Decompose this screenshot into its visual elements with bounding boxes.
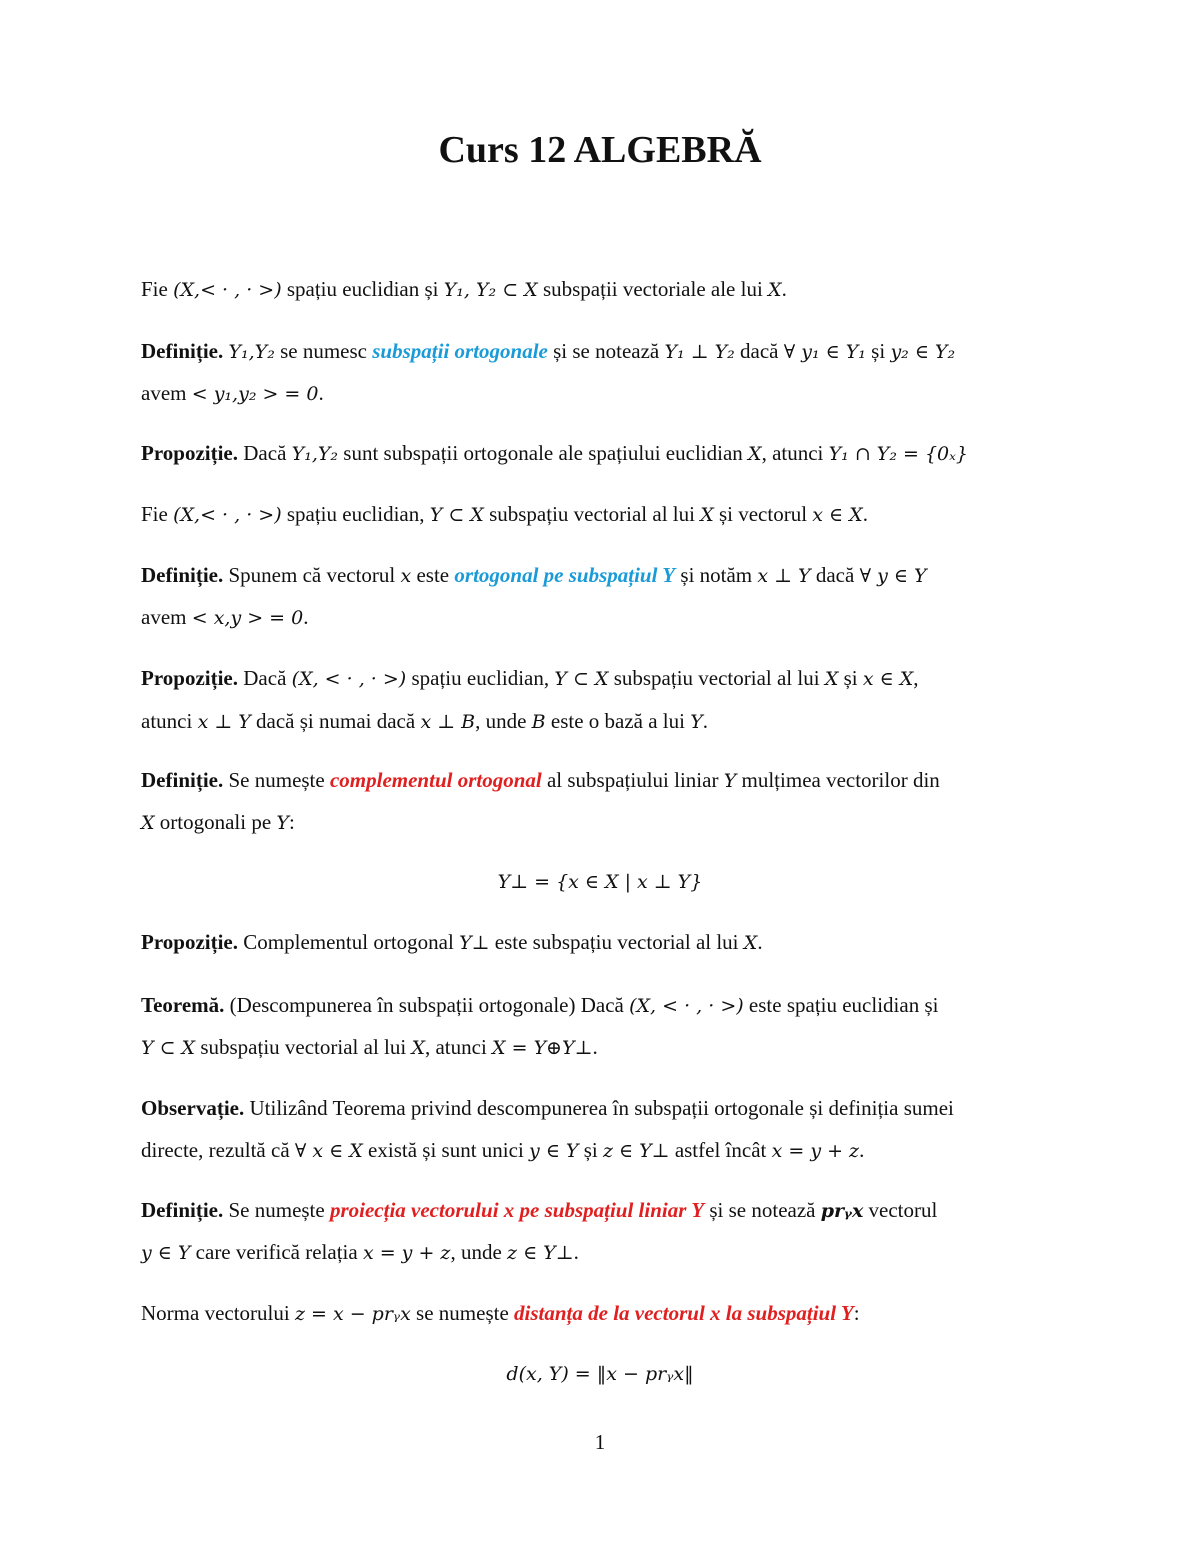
term-proiectia-vectorului: proiecția vectorului x pe subspațiul liniar Y [329,1198,705,1222]
definition-orthogonal-complement-cont: X ortogonali pe Y: [141,810,295,834]
intro-paragraph: Fie (X,< · , · >) spațiu euclidian și Y₁, Y₂ ⊂ X subspații vectoriale ale lui X. [141,277,787,301]
observation: Observație. Utilizând Teorema privind descompunerea în subspații ortogonale și definiția sumei [141,1096,954,1120]
theorem-decomposition: Teoremă. (Descompunerea în subspații ortogonale) Dacă (X, < · , · >) este spațiu euclidian și [141,993,939,1017]
term-distanta: distanța de la vectorul x la subspațiul Y [514,1301,854,1325]
setup-paragraph: Fie (X,< · , · >) spațiu euclidian, Y ⊂ X subspațiu vectorial al lui X și vectorul x ∈ X. [141,502,868,526]
definition-orthogonal-vector: Definiție. Spunem că vectorul x este ortogonal pe subspațiul Y și notăm x ⊥ Y dacă ∀ y ∈ Y [141,563,927,587]
proposition-complement-subspace: Propoziție. Complementul ortogonal Y⊥ este subspațiu vectorial al lui X. [141,930,763,954]
theorem-decomposition-cont: Y ⊂ X subspațiu vectorial al lui X, atunci X = Y⊕Y⊥. [141,1035,598,1059]
definition-orthogonal-subspaces-cont: avem < y₁,y₂ > = 0. [141,381,324,405]
term-ortogonal-pe-subspatiu: ortogonal pe subspațiul Y [454,563,676,587]
definition-projection: Definiție. Se numește proiecția vectorului x pe subspațiul liniar Y și se notează prᵧx vectorul [141,1198,938,1222]
equation-orthogonal-complement: Y⊥ = {x ∈ X | x ⊥ Y} [497,871,703,893]
observation-cont: directe, rezultă că ∀ x ∈ X există și sunt unici y ∈ Y și z ∈ Y⊥ astfel încât x = y + z. [141,1138,865,1162]
definition-orthogonal-vector-cont: avem < x,y > = 0. [141,605,309,629]
term-subspatii-ortogonale: subspații ortogonale [372,339,548,363]
term-complementul-ortogonal: complementul ortogonal [329,768,542,792]
definition-orthogonal-complement: Definiție. Se numește complementul ortogonal al subspațiului liniar Y mulțimea vectorilor din [141,768,940,792]
proposition-basis-cont: atunci x ⊥ Y dacă și numai dacă x ⊥ B, unde B este o bază a lui Y. [141,709,709,733]
definition-projection-cont: y ∈ Y care verifică relația x = y + z, unde z ∈ Y⊥. [141,1240,579,1264]
definition-orthogonal-subspaces: Definiție. Y₁,Y₂ se numesc subspații ortogonale și se notează Y₁ ⊥ Y₂ dacă ∀ y₁ ∈ Y₁ și y₂ ∈ Y₂ [141,339,956,363]
equation-distance: d(x, Y) = ‖x − prᵧx‖ [506,1363,694,1385]
proposition-intersection: Propoziție. Dacă Y₁,Y₂ sunt subspații ortogonale ale spațiului euclidian X, atunci Y₁ ∩ Y₂ = {0ₓ} [141,441,968,465]
proposition-basis: Propoziție. Dacă (X, < · , · >) spațiu euclidian, Y ⊂ X subspațiu vectorial al lui X și x ∈ X, [141,666,919,690]
page-number: 1 [594,1430,606,1454]
norm-distance-paragraph: Norma vectorului z = x − prᵧx se numește distanța de la vectorul x la subspațiul Y: [141,1301,860,1325]
document-title: Curs 12 ALGEBRĂ [438,129,762,171]
